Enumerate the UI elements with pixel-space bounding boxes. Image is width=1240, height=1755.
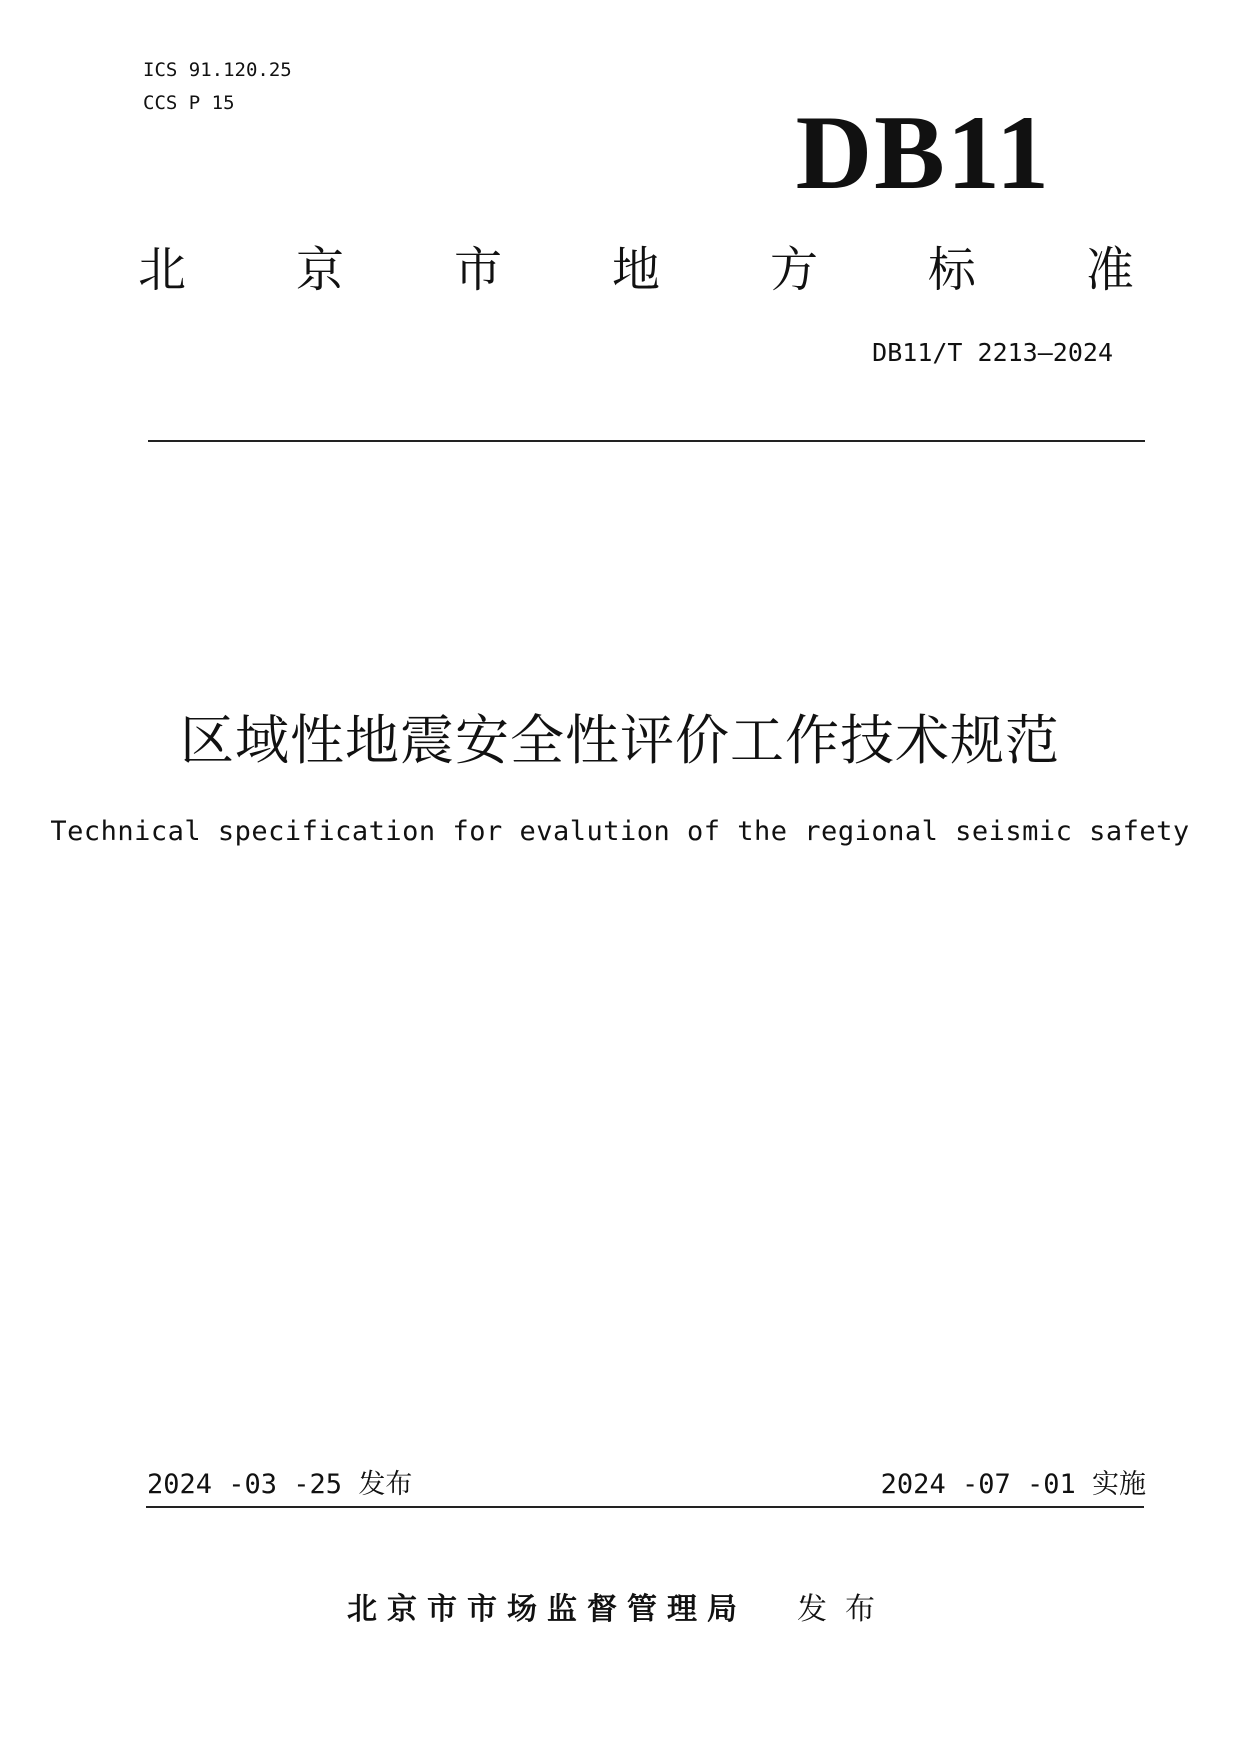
standard-type-char: 地 (611, 242, 660, 298)
standard-type (138, 240, 1134, 300)
ccs-code: CCS P 15 (143, 92, 235, 114)
standard-type-char: 市 (453, 242, 502, 298)
header-divider (148, 440, 1145, 442)
standard-type-char: 京 (295, 242, 344, 298)
publish-date: 2024 -03 -25 发布 (147, 1469, 413, 1500)
issuing-organization: 北京市市场监督管理局 (347, 1592, 747, 1627)
standard-logo: DB11 (795, 94, 1051, 211)
standard-type-char: 准 (1085, 242, 1134, 298)
standard-type-char: 标 (927, 242, 976, 298)
ics-code: ICS 91.120.25 (143, 59, 292, 81)
document-title-english: Technical specification for evalution of the regional seismic safety (50, 816, 1190, 847)
issuer-line (0, 1590, 1240, 1630)
standard-number: DB11/T 2213—2024 (872, 338, 1113, 367)
standard-type-char: 方 (769, 242, 818, 298)
effective-date: 2024 -07 -01 实施 (880, 1469, 1146, 1500)
document-title-chinese: 区域性地震安全性评价工作技术规范 (180, 709, 1060, 772)
standard-type-char: 北 (138, 242, 187, 298)
issuing-action: 发布 (797, 1592, 893, 1627)
footer-divider (146, 1506, 1144, 1508)
